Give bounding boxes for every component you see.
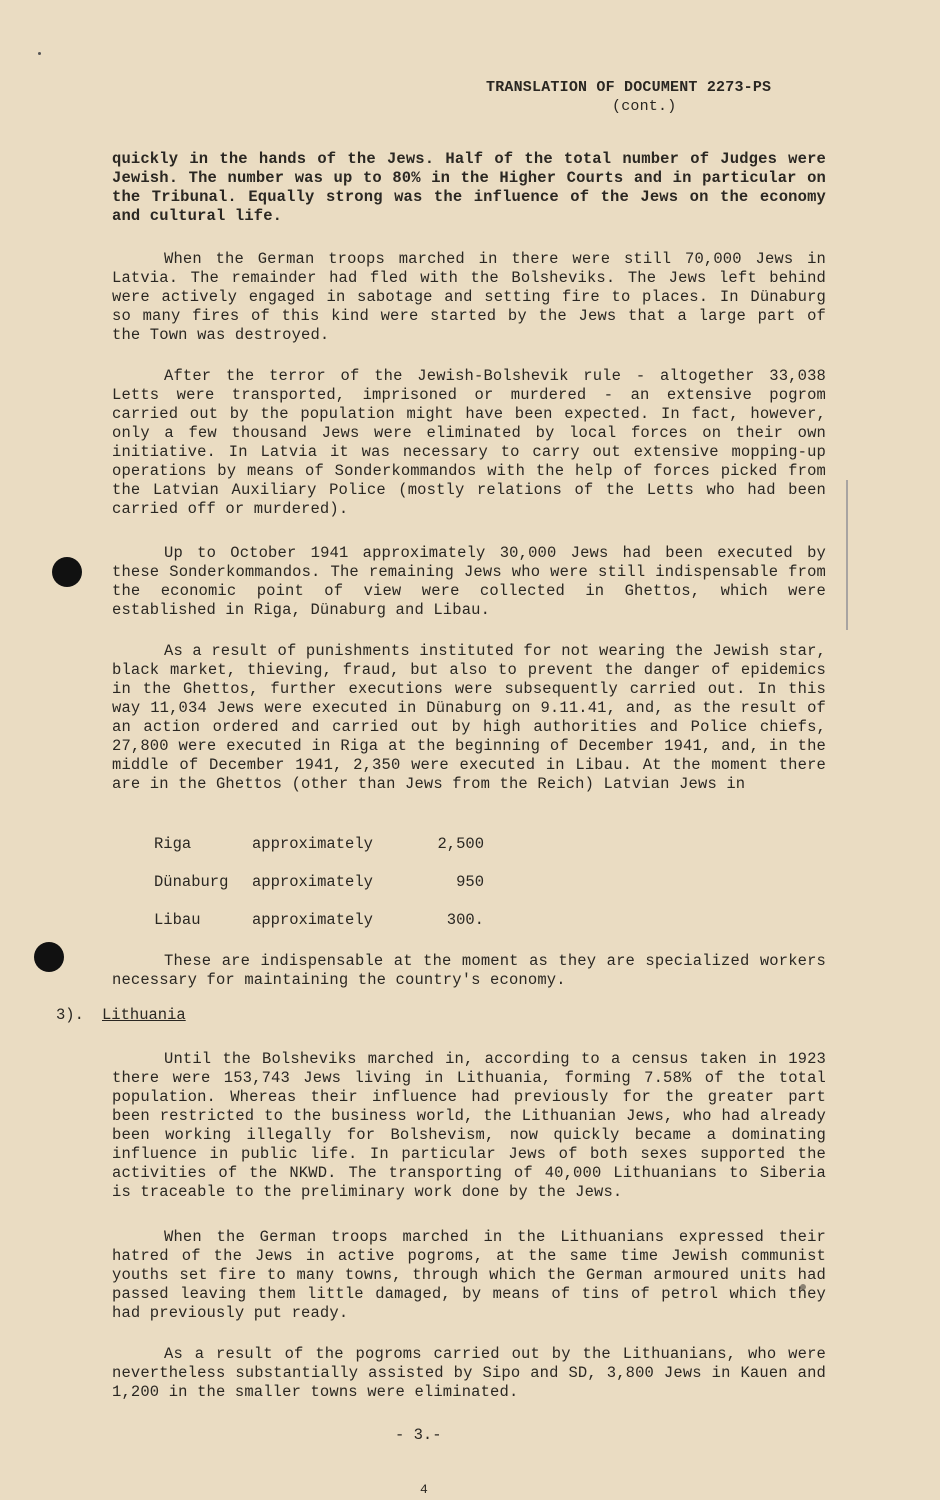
paragraph-sonderkommandos: Up to October 1941 approximately 30,000 Jews had been executed by these Sonderkommandos. The remaining Jews who were still indispensable from the economic point of view were collected in Ghettos, which were established in Riga, Dünaburg and Libau. [112, 544, 826, 619]
paragraph-executions: As a result of punishments instituted for not wearing the Jewish star, black market, thieving, fraud, but also to prevent the danger of epidemics in the Ghettos, further executions were subsequently carried out. In this way 11,034 Jews were executed in Dünaburg on 9.11.41, and, as the result of an action ordered and carried out by high authorities and Police chiefs, 27,800 were executed in Riga at the beginning of December 1941, and, in the middle of December 1941, 2,350 were executed in Libau. At the moment there are in the Ghettos (other than Jews from the Reich) Latvian Jews in [112, 642, 826, 793]
city-cell: Dünaburg [154, 873, 229, 891]
approx-cell: approximately [252, 835, 373, 853]
paper-speck [38, 52, 41, 55]
table-row [154, 911, 554, 949]
ghetto-table [154, 835, 554, 949]
city-cell: Riga [154, 835, 192, 853]
punch-hole [34, 942, 64, 972]
approx-cell: approximately [252, 911, 373, 929]
bottom-page-number: 4 [420, 1482, 428, 1497]
city-cell: Libau [154, 911, 201, 929]
approx-cell: approximately [252, 873, 373, 891]
paragraph-specialized-workers: These are indispensable at the moment as they are specialized workers necessary for maintaining the country's economy. [112, 952, 826, 989]
document-header [486, 78, 806, 116]
margin-mark [846, 480, 848, 630]
paragraph-judges: quickly in the hands of the Jews. Half of the total number of Judges were Jewish. The number was up to 80% in the Higher Courts and in particular on the Tribunal. Equally strong was the influence of the Jews on the economy and cultural life. [112, 150, 826, 225]
count-cell: 2,500 [437, 835, 484, 853]
paragraph-pogroms: When the German troops marched in the Lithuanians expressed their hatred of the Jews in active pogroms, at the same time Jewish communist youths set fire to many towns, through which the German armoured units had passed leaving them little damaged, by means of tins of petrol which they had previously put ready. [112, 1228, 826, 1322]
paragraph-census: Until the Bolsheviks marched in, according to a census taken in 1923 there were 153,743 Jews living in Lithuania, forming 7.58% of the total population. Whereas their influence had previously for the greater part been restricted to the business world, the Lithuanian Jews, who had already been working illegally for Bolshevism, now quickly became a dominating influence in public life. In particular Jews of both sexes supported the activities of the NKWD. The transporting of 40,000 Lithuanians to Siberia is traceable to the preliminary work done by the Jews. [112, 1050, 826, 1201]
section-title: Lithuania [102, 1006, 186, 1024]
document-title: TRANSLATION OF DOCUMENT 2273-PS [486, 79, 772, 96]
section-number: 3). [56, 1006, 84, 1024]
paragraph-terror: After the terror of the Jewish-Bolshevik rule - altogether 33,038 Letts were transported, imprisoned or murdered - an extensive pogrom carried out by the population might have been expected. In fact, however, only a few thousand Jews were eliminated by local forces on their own initiative. In Latvia it was necessary to carry out extensive mopping-up operations by means of Sonderkommandos with the help of forces picked from the Latvian Auxiliary Police (mostly relations of the Letts who had been carried off or murdered). [112, 367, 826, 518]
punch-hole [52, 557, 82, 587]
table-row [154, 835, 554, 873]
document-subtitle: (cont.) [612, 98, 677, 115]
count-cell: 300. [446, 911, 484, 929]
table-row [154, 873, 554, 911]
paragraph-troops-latvia: When the German troops marched in there were still 70,000 Jews in Latvia. The remainder had fled with the Bolsheviks. The Jews left behind were actively engaged in sabotage and setting fire to places. In Dünaburg so many fires of this kind were started by the Jews that a large part of the Town was destroyed. [112, 250, 826, 344]
section-heading [56, 1006, 186, 1024]
count-cell: 950 [456, 873, 484, 891]
page-marker: - 3.- [395, 1426, 442, 1444]
paragraph-kauen: As a result of the pogroms carried out by the Lithuanians, who were nevertheless substantially assisted by Sipo and SD, 3,800 Jews in Kauen and 1,200 in the smaller towns were eliminated. [112, 1345, 826, 1401]
